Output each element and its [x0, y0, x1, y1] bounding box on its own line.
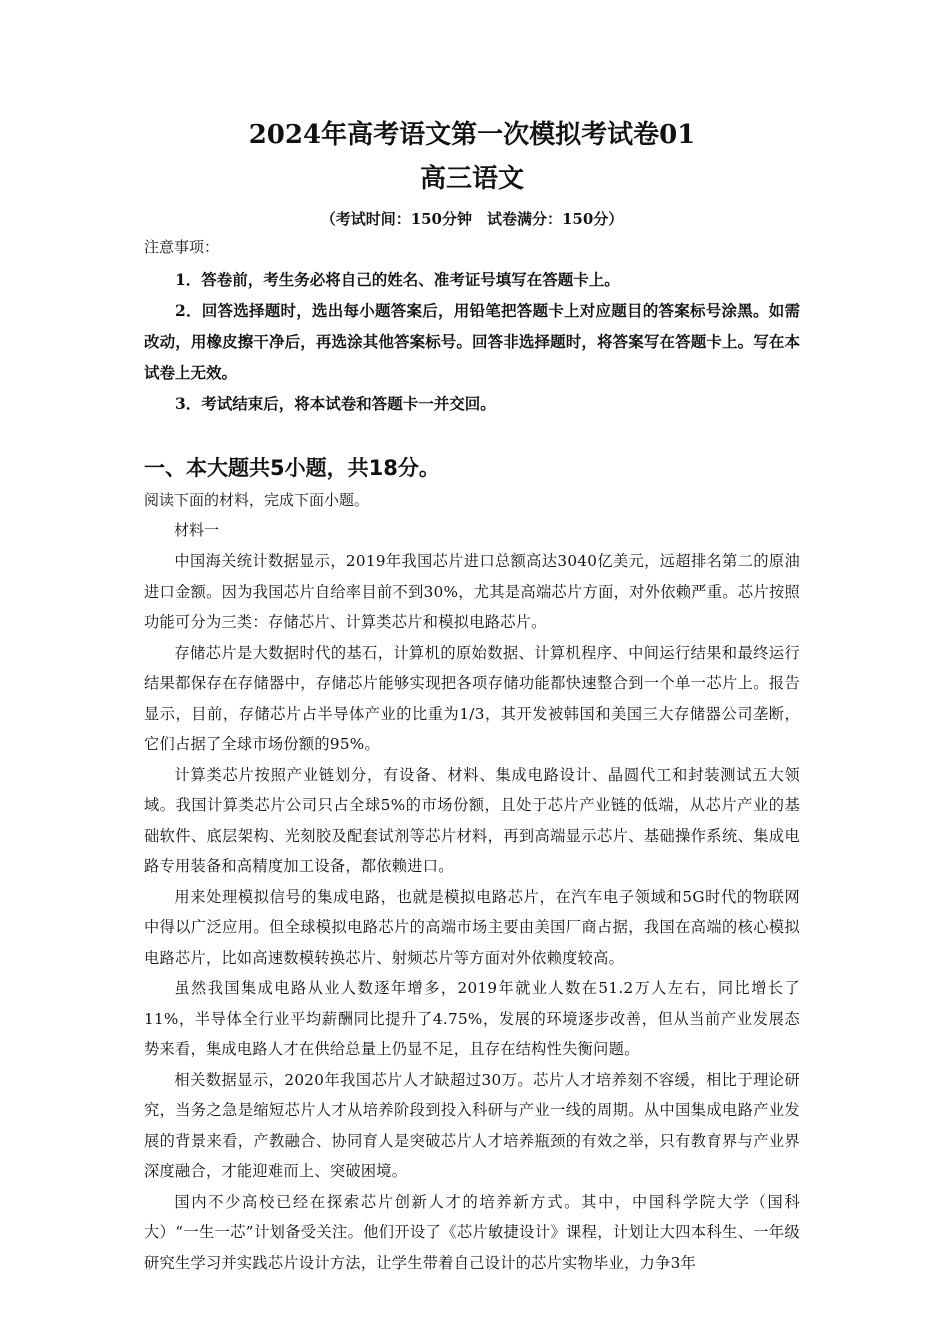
notice-heading: 注意事项：: [144, 238, 220, 256]
passage-paragraph: 国内不少高校已经在探索芯片创新人才的培养新方式。其中，中国科学院大学（国科大）“一生一芯”计划备受关注。他们开设了《芯片敏捷设计》课程，计划让大四本科生、一年级研究生学习并实践芯片设计方法，让学生带着自己设计的芯片实物毕业，力争3年: [144, 1192, 800, 1272]
passage-paragraph: 存储芯片是大数据时代的基石，计算机的原始数据、计算机程序、中间运行结果和最终运行结果都保存在存储器中，存储芯片能够实现把各项存储功能都快速整合到一个单一芯片上。报告显示，目前，存储芯片占半导体产业的比重为1/3，其开发被韩国和美国三大存储器公司垄断，它们占据了全球市场份额的95%。: [144, 643, 800, 753]
passage-paragraph: 计算类芯片按照产业链划分，有设备、材料、集成电路设计、晶圆代工和封装测试五大领域。我国计算类芯片公司只占全球5%的市场份额，且处于芯片产业链的低端，从芯片产业的基础软件、底层架构、光刻胶及配套试剂等芯片材料，再到高端显示芯片、基础操作系统、集成电路专用装备和高精度加工设备，都依赖进口。: [144, 765, 800, 875]
reading-instruction: 阅读下面的材料，完成下面小题。: [144, 491, 370, 509]
passage-paragraph: 中国海关统计数据显示，2019年我国芯片进口总额高达3040亿美元，远超排名第二的原油进口金额。因为我国芯片自给率目前不到30%，尤其是高端芯片方面，对外依赖严重。芯片按照功能可分为三类：存储芯片、计算类芯片和模拟电路芯片。: [144, 552, 800, 631]
section-heading: 一、本大题共5小题，共18分。: [144, 456, 440, 480]
reading-passage: [144, 546, 800, 1278]
passage-paragraph: 用来处理模拟信号的集成电路，也就是模拟电路芯片，在汽车电子领域和5G时代的物联网中得以广泛应用。但全球模拟电路芯片的高端市场主要由美国厂商占据，我国在高端的核心模拟电路芯片，比如高速数模转换芯片、射频芯片等方面对外依赖度较高。: [144, 887, 800, 967]
exam-title: 2024年高考语文第一次模拟考试卷01: [248, 120, 696, 150]
exam-subtitle: 高三语文: [419, 164, 524, 194]
notice-item-2: 2．回答选择题时，选出每小题答案后，用铅笔把答题卡上对应题目的答案标号涂黑。如需改动，用橡皮擦干净后，再选涂其他答案标号。回答非选择题时，将答案写在答题卡上。写在本试卷上无效。: [144, 301, 800, 382]
notice-item-1: 1．答卷前，考生务必将自己的姓名、准考证号填写在答题卡上。: [175, 270, 620, 289]
passage-paragraph: 虽然我国集成电路从业人数逐年增多，2019年就业人数在51.2万人左右，同比增长了11%，半导体全行业平均薪酬同比提升了4.75%，发展的环境逐步改善，但从当前产业发展态势来看，集成电路人才在供给总量上仍显不足，且存在结构性失衡问题。: [144, 979, 800, 1058]
exam-meta: （考试时间：150分钟 试卷满分：150分）: [320, 210, 624, 228]
notice-list: [144, 264, 800, 419]
material-label: 材料一: [174, 521, 220, 539]
notice-item-3: 3．考试结束后，将本试卷和答题卡一并交回。: [175, 394, 496, 413]
passage-paragraph: 相关数据显示，2020年我国芯片人才缺超过30万。芯片人才培养刻不容缓，相比于理论研究，当务之急是缩短芯片人才从培养阶段到投入科研与产业一线的周期。从中国集成电路产业发展的背景来看，产教融合、协同育人是突破芯片人才培养瓶颈的有效之举，只有教育界与产业界深度融合，才能迎难而上、突破困境。: [144, 1070, 800, 1180]
